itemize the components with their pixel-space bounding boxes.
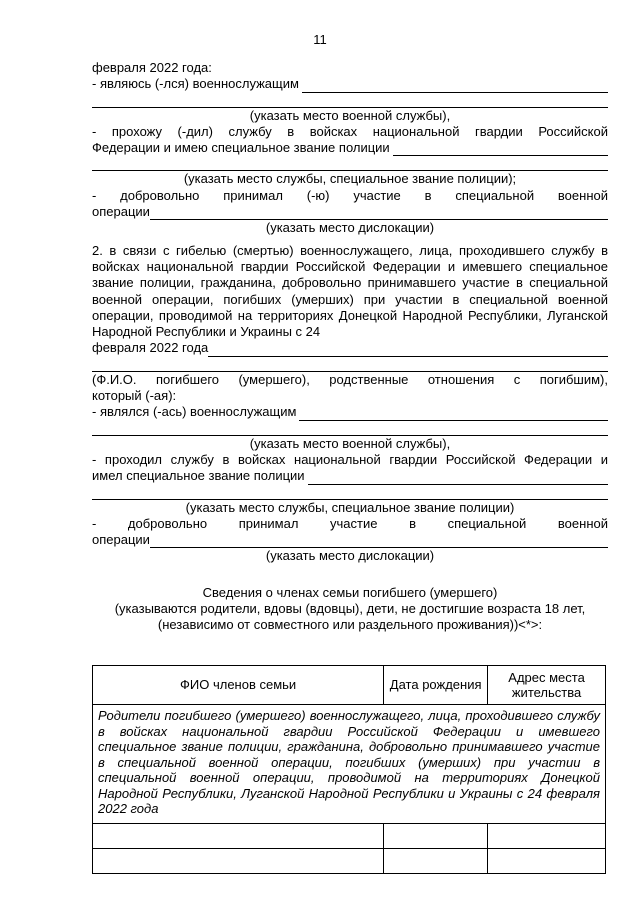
page-number: 11: [313, 32, 327, 47]
field-caption: (указать место военной службы),: [249, 435, 451, 451]
police-rank-field[interactable]: [308, 472, 608, 485]
operation-line: операции: [92, 532, 608, 548]
field-caption: (указать место службы, специальное звание полиции): [185, 499, 515, 515]
column-header-birthdate: Дата рождения: [384, 666, 488, 705]
military-service-field[interactable]: [302, 80, 608, 93]
table-header-row: [93, 666, 606, 705]
deployment-place-field[interactable]: [150, 535, 608, 548]
military-service-field[interactable]: [299, 408, 608, 421]
paragraph-2: 2. в связи с гибелью (смертью) военнослужащего, лица, проходившего службу в войсках национальной гвардии Российской Федерации и имевшего специальное звание полиции, гражданина, добровольно принимавшего участие в специальной военной операции, погибших (умерших) при участии в специальной военной операции, проводимой на территориях Донецкой Народной Республики, Луганской Народной Республики и Украины с 24: [92, 242, 608, 340]
text-line: который (-ая):: [92, 388, 177, 404]
police-rank-field[interactable]: [393, 143, 608, 156]
table-cell[interactable]: [488, 848, 606, 873]
text-line: - прохожу (-дил) службу в войсках национальной гвардии Российской: [92, 123, 608, 139]
family-section-subtitle: (независимо от совместного или раздельного проживания))<*>:: [157, 617, 543, 633]
table-cell[interactable]: [384, 848, 488, 873]
field-caption: (указать место военной службы),: [249, 107, 451, 123]
police-rank-line: имел специальное звание полиции: [92, 468, 608, 484]
operation-line: операции: [92, 204, 608, 220]
table-cell[interactable]: [384, 823, 488, 848]
text-line: - добровольно принимал участие в специальной военной: [92, 515, 608, 531]
family-section-subtitle: (указываются родители, вдовы (вдовцы), дети, не достигшие возраста 18 лет,: [114, 601, 586, 617]
text-line: - проходил службу в войсках национальной гвардии Российской Федерации и: [92, 451, 608, 467]
field-caption: (указать место службы, специальное звание полиции);: [183, 171, 517, 187]
blank-line[interactable]: [92, 485, 608, 500]
table-group-row: [93, 705, 606, 824]
date-line: февраля 2022 года: [92, 340, 608, 356]
field-caption: (указать место дислокации): [265, 548, 435, 564]
family-section-title: Сведения о членах семьи погибшего (умершего): [202, 584, 498, 600]
text-line: - добровольно принимал (-ю) участие в специальной военной: [92, 187, 608, 203]
police-rank-line: Федерации и имею специальное звание полиции: [92, 140, 608, 156]
field-caption: (указать место дислокации): [265, 220, 435, 236]
blank-line[interactable]: [92, 357, 608, 372]
column-header-name: ФИО членов семьи: [93, 666, 384, 705]
service-line: - являлся (-ась) военнослужащим: [92, 404, 608, 420]
deceased-name-field[interactable]: [208, 344, 608, 357]
table-row: [93, 848, 606, 873]
blank-line[interactable]: [92, 421, 608, 436]
table-row: [93, 823, 606, 848]
table-cell[interactable]: [93, 848, 384, 873]
family-members-table: [92, 665, 606, 874]
deployment-place-field[interactable]: [150, 207, 608, 220]
parents-group-label: Родители погибшего (умершего) военнослужащего, лица, проходившего службу в войсках национальной гвардии Российской Федерации и имевшего специальное звание полиции, гражданина, добровольно принимавшего участие в специальной военной операции, погибших (умерших) при участии в специальной военной операции, проводимой на территориях Донецкой Народной Республики, Луганской Народной Республики и Украины с 24 февраля 2022 года: [93, 705, 606, 824]
statement-body: [92, 60, 608, 634]
table-cell[interactable]: [488, 823, 606, 848]
table-cell[interactable]: [93, 823, 384, 848]
field-caption: (Ф.И.О. погибшего (умершего), родственные отношения с погибшим),: [92, 371, 608, 387]
text-line: февраля 2022 года:: [92, 60, 212, 75]
service-line: - являюсь (-лся) военнослужащим: [92, 76, 608, 92]
blank-line[interactable]: [92, 93, 608, 108]
blank-line[interactable]: [92, 156, 608, 171]
column-header-address: Адрес места жительства: [488, 666, 606, 705]
